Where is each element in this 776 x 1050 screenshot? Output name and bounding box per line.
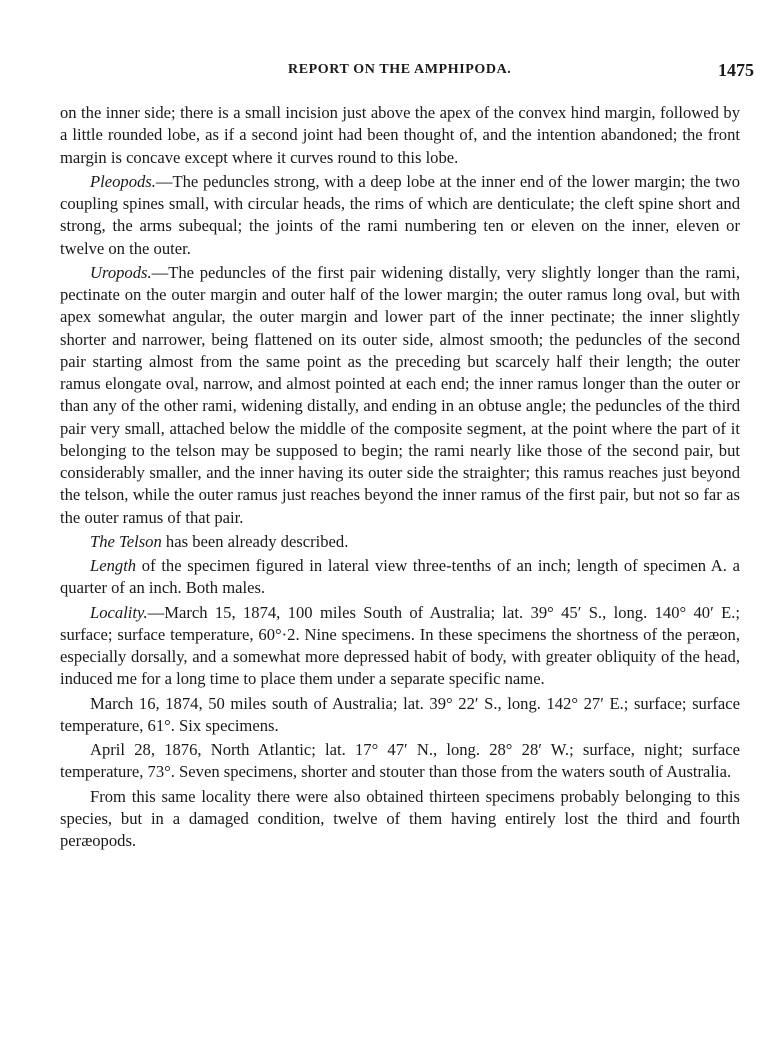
- paragraph-lead: Uropods.: [90, 262, 152, 282]
- paragraph-locality: [60, 602, 740, 691]
- paragraph-additional-specimens: [60, 786, 740, 853]
- paragraph-lead: The Telson: [90, 531, 162, 551]
- paragraph-text: of the specimen figured in lateral view three-tenths of an inch; length of specimen A. a quarter of an inch. Both males.: [60, 556, 740, 598]
- page-header: [0, 62, 776, 84]
- paragraph-text: March 16, 1874, 50 miles south of Australia; lat. 39° 22′ S., long. 142° 27′ E.; surface; surface temperature, 61°. Six specimens.: [60, 693, 740, 735]
- page-number: 1475: [718, 60, 754, 80]
- paragraph-text: on the inner side; there is a small incision just above the apex of the convex hind margin, followed by a little rounded lobe, as if a second joint had been thought of, and the intention abandoned; the front margin is concave except where it curves round to this lobe.: [60, 103, 740, 167]
- paragraph-text: —The peduncles strong, with a deep lobe at the inner end of the lower margin; the two coupling spines small, with circular heads, the rims of which are denticulate; the cleft spine short and strong, the arms subequal; the joints of the rami numbering ten or eleven on the inner, eleven or twelve on the outer.: [60, 171, 740, 258]
- body-text: [60, 102, 740, 854]
- paragraph-continuation: [60, 102, 740, 169]
- paragraph-length: [60, 555, 740, 600]
- paragraph-text: April 28, 1876, North Atlantic; lat. 17° 47′ N., long. 28° 28′ W.; surface, night; surface temperature, 73°. Seven specimens, shorter and stouter than those from the waters south of Australia.: [60, 740, 740, 782]
- paragraph-pleopods: [60, 171, 740, 260]
- paragraph-uropods: [60, 262, 740, 529]
- running-title: REPORT ON THE AMPHIPODA.: [288, 62, 512, 77]
- paragraph-lead: Locality.: [90, 602, 148, 622]
- paragraph-text: has been already described.: [161, 531, 349, 551]
- paragraph-text: —March 15, 1874, 100 miles South of Australia; lat. 39° 45′ S., long. 140° 40′ E.; surface; surface temperature, 60°·2. Nine specimens. In these specimens the shortness of the peræon, especially dorsally, and a somewhat more depressed habit of body, with greater obliquity of the head, induced me for a long time to place them under a separate specific name.: [60, 602, 740, 689]
- paragraph-telson: [60, 531, 740, 553]
- paragraph-lead: Length: [90, 556, 137, 575]
- paragraph-text: —The peduncles of the first pair widening distally, very slightly longer than the rami, pectinate on the outer margin and outer half of the lower margin; the outer ramus long oval, but with apex somewhat angular, the outer margin and lower part of the inner pectinate; the inner slightly shorter and narrower, being flattened on its outer side, almost smooth; the peduncles of the second pair starting almost from the same point as the preceding but scarcely half their length; the outer ramus elongate oval, narrow, and almost pointed at each end; the inner ramus longer than the outer or than any of the other rami, widening distally, and ending in an obtuse angle; the peduncles of the third pair very small, attached below the middle of the composite segment, at the point where the part of it belonging to the telson may be supposed to begin; the rami nearly like those of the second pair, but considerably smaller, and the inner having its outer side the straighter; this ramus reaches just beyond the telson, while the outer ramus just reaches beyond the inner ramus of the first pair, but not so far as the outer ramus of that pair.: [60, 262, 740, 527]
- paragraph-lead: Pleopods.: [90, 171, 156, 191]
- paragraph-text: From this same locality there were also obtained thirteen specimens probably belonging to this species, but in a damaged condition, twelve of them having entirely lost the third and fourth peræopods.: [60, 786, 740, 850]
- paragraph-locality-april-28: [60, 739, 740, 784]
- paragraph-locality-march-16: [60, 693, 740, 738]
